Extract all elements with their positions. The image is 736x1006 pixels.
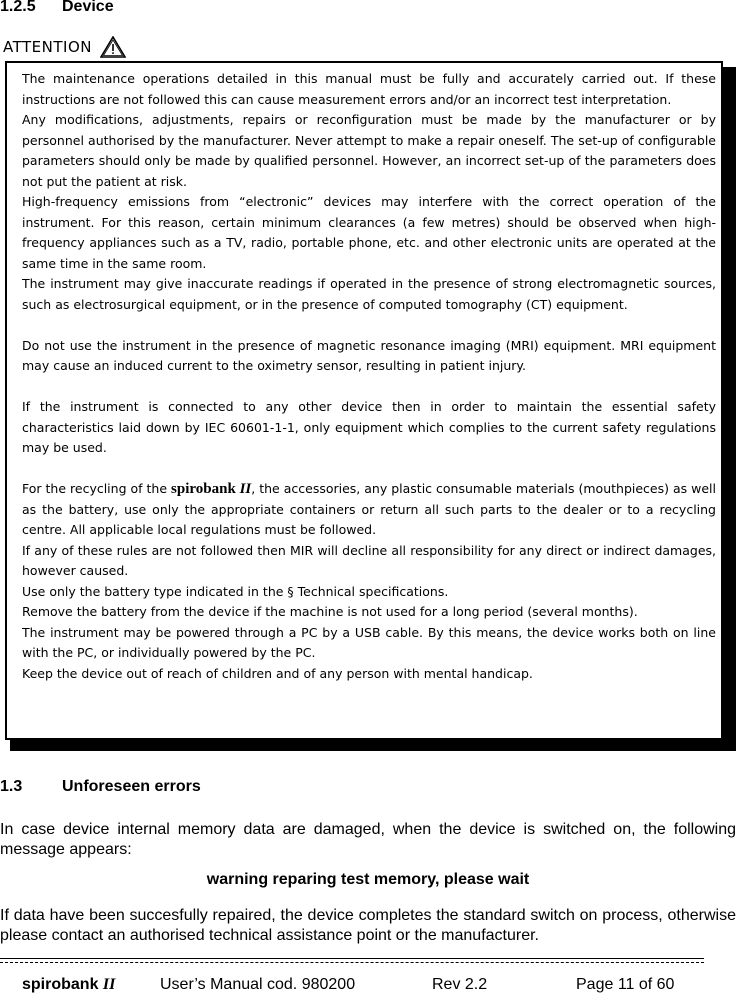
warning-paragraph: Any modifications, adjustments, repairs or reconfiguration must be made by the manufacturer or by personnel authorised by the manufacturer. Never attempt to make a repair oneself. The set-up of configurable parameters should only be made by qualified personnel. However, an incorrect set-up of the parameters does not put the patient at risk. [22,112,716,189]
brand-name: spirobank II [171,481,252,497]
errors-outro: If data have been succesfully repaired, the device completes the standard switch on process, otherwise please contact an authorised technical assistance point or the manufacturer. [0,907,736,944]
warning-paragraph: Use only the battery type indicated in the § Technical specifications. [22,583,449,599]
section-number: 1.2.5 [0,0,36,15]
warning-triangle-icon [100,36,126,58]
warning-paragraph: The maintenance operations detailed in this manual must be fully and accurately carried out. If these instructions are not followed this can cause measurement errors and/or an incorrect test interpretation. [22,71,716,107]
warning-box [5,61,723,740]
error-message: warning reparing test memory, please wait [206,871,530,888]
attention-heading [3,36,126,58]
footer-divider [0,958,704,959]
warning-paragraph: Do not use the instrument in the presence of magnetic resonance imaging (MRI) equipment. MRI equipment may cause an induced current to the oximetry sensor, resulting in patient injury. [22,337,716,373]
warning-paragraph: The instrument may give inaccurate readings if operated in the presence of strong electromagnetic sources, such as electrosurgical equipment, or in the presence of computed tomography (CT) equipment. [22,276,716,312]
section-heading-device [0,0,114,16]
warning-paragraph: Keep the device out of reach of children and of any person with mental handicap. [22,665,533,681]
warning-paragraph: Remove the battery from the device if the machine is not used for a long period (several months). [22,604,638,619]
footer-divider [0,962,704,963]
section-number: 1.3 [0,778,23,795]
attention-label: ATTENTION [3,38,92,56]
footer-page-number: Page 11 of 60 [576,976,675,993]
section-title: Unforeseen errors [62,778,201,795]
warning-paragraph: The instrument may be powered through a PC by a USB cable. By this means, the device works both on line with the PC, or individually powered by the PC. [22,624,716,660]
section-heading-errors [0,778,201,796]
warning-text [22,69,716,684]
errors-intro: In case device internal memory data are damaged, when the device is switched on, the following message appears: [0,821,736,858]
warning-paragraph: If the instrument is connected to any other device then in order to maintain the essential safety characteristics laid down by IEC 60601-1-1, only equipment which complies to the current safety regulations may be used. [22,399,716,455]
warning-paragraph: High-frequency emissions from “electronic” devices may interfere with the correct operation of the instrument. For this reason, certain minimum clearances (a few metres) should be observed when high-frequency appliances such as a TV, radio, portable phone, etc. and other electronic units are operated at the same time in the same room. [22,194,716,271]
warning-paragraph: If any of these rules are not followed then MIR will decline all responsibility for any direct or indirect damages, however caused. [22,542,716,578]
footer-brand: spirobank II [22,976,116,993]
footer-manual-code: User’s Manual cod. 980200 [160,976,356,993]
warning-paragraph-recycling: For the recycling of the spirobank II, the accessories, any plastic consumable materials (mouthpieces) as well as the battery, use only the appropriate containers or return all such parts to the dealer or to a recycling centre. All applicable local regulations must be followed. [22,481,717,537]
footer-revision: Rev 2.2 [432,976,488,993]
section-title: Device [62,0,114,15]
